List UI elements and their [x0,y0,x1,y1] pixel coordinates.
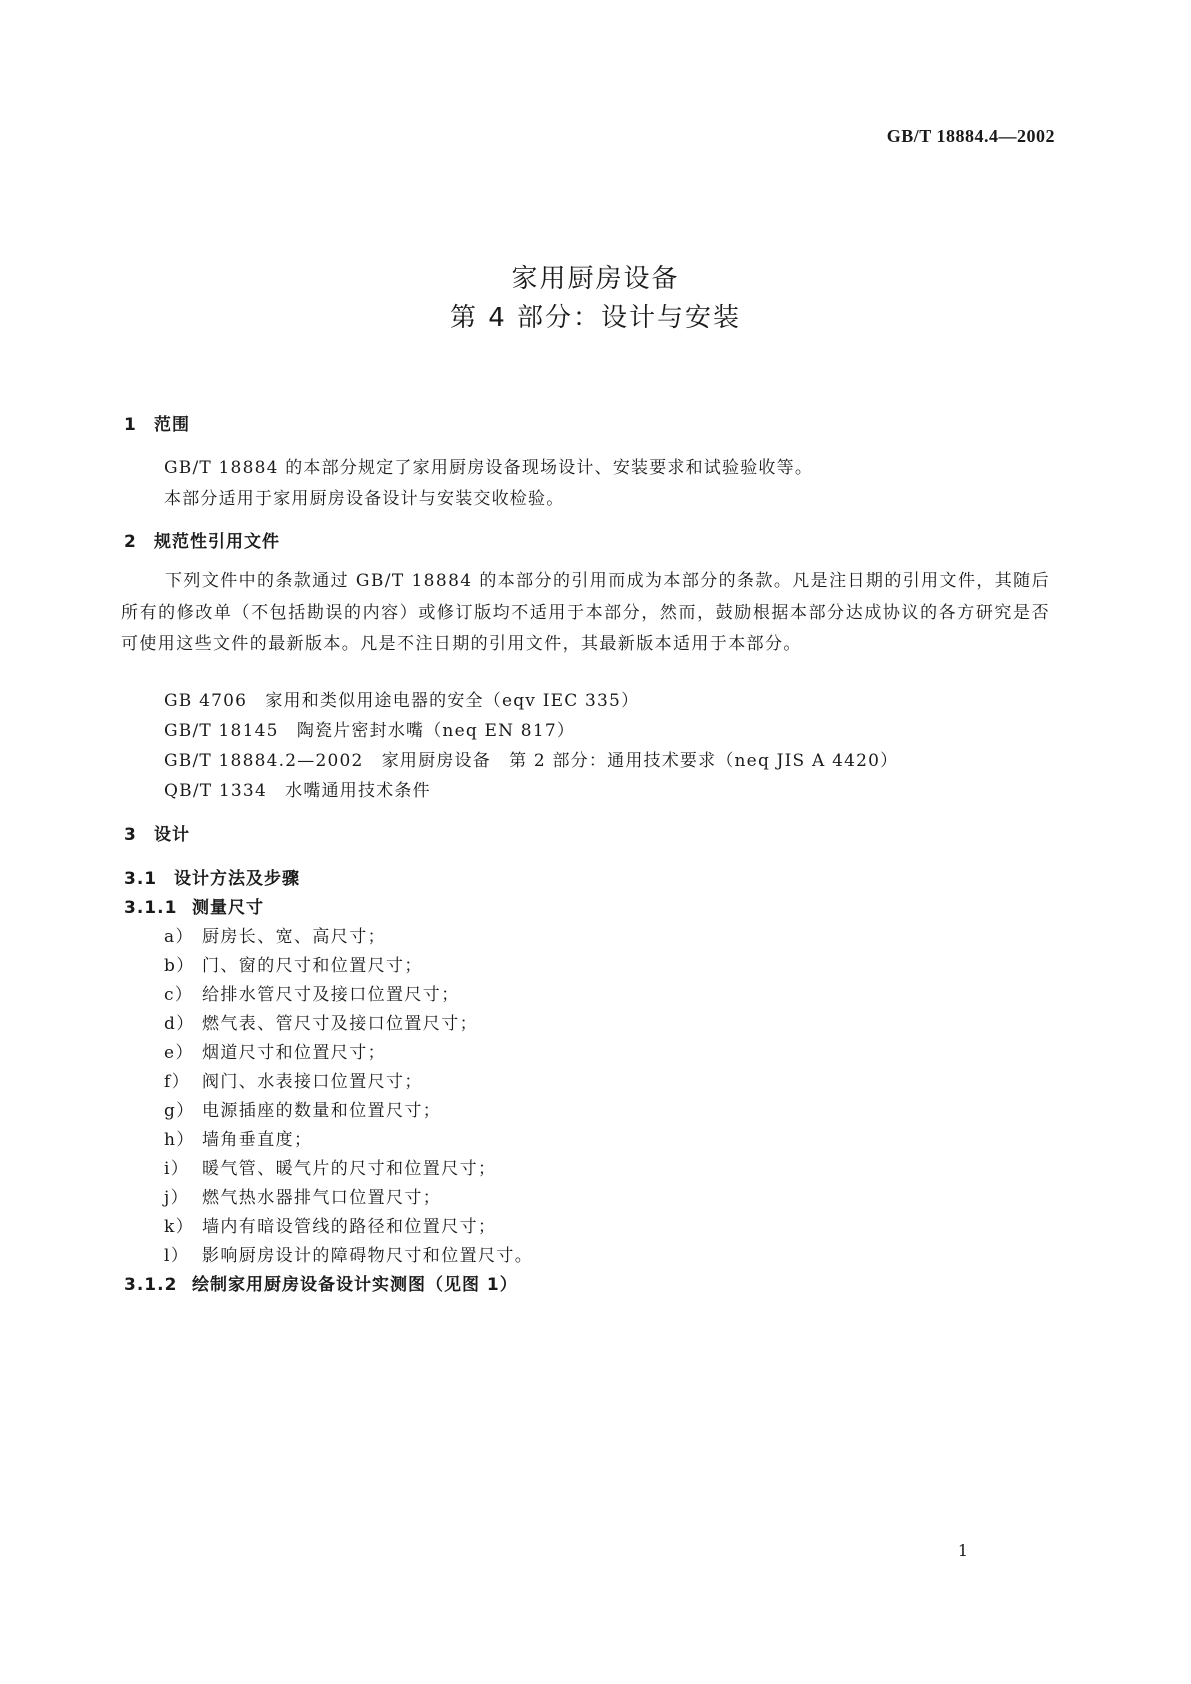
list-text: 墙角垂直度； [202,1130,313,1150]
list-marker: j） [164,1188,190,1208]
section-3-1-2-heading [124,1270,518,1295]
list-text: 厨房长、宽、高尺寸； [202,927,386,947]
section-number: 1 [124,415,137,435]
page-number: 1 [957,1541,968,1560]
list-marker: i） [164,1159,190,1179]
list-marker: l） [164,1246,190,1266]
list-text: 暖气管、暖气片的尺寸和位置尺寸； [202,1159,497,1179]
section-2-heading [124,527,280,552]
list-text: 给排水管尺寸及接口位置尺寸； [202,985,460,1005]
list-marker: k） [164,1217,195,1237]
list-marker: b） [164,956,195,976]
list-item [164,1067,423,1092]
list-item [164,1154,496,1179]
section-3-1-1-heading [124,893,264,918]
list-marker: d） [164,1014,195,1034]
list-text: 烟道尺寸和位置尺寸； [202,1043,386,1063]
list-item [164,1125,312,1150]
list-marker: g） [164,1101,195,1121]
list-item [164,1212,496,1237]
list-item [164,1096,441,1121]
section-number: 2 [124,532,137,552]
document-title: 家用厨房设备 [511,264,680,294]
list-marker: e） [164,1043,194,1063]
section-title: 测量尺寸 [192,898,264,918]
list-item [164,1241,533,1266]
list-text: 燃气热水器排气口位置尺寸； [202,1188,442,1208]
list-marker: a） [164,927,194,947]
reference-item: GB 4706 家用和类似用途电器的安全（eqv IEC 335） [164,691,640,711]
section-number: 3.1.2 [124,1275,178,1295]
list-item [164,1009,478,1034]
section-3-1-heading [124,864,300,889]
list-item [164,980,460,1005]
list-item [164,922,386,947]
section-3-heading [124,820,190,845]
list-item [164,951,423,976]
reference-item: QB/T 1334 水嘴通用技术条件 [164,781,431,801]
list-text: 阀门、水表接口位置尺寸； [202,1072,423,1092]
section-title: 范围 [154,415,190,435]
list-marker: c） [164,985,194,1005]
reference-item: GB/T 18884.2—2002 家用厨房设备 第 2 部分：通用技术要求（neq JIS A 4420） [164,751,899,771]
paragraph: GB/T 18884 的本部分规定了家用厨房设备现场设计、安装要求和试验验收等。 [164,458,814,478]
document-subtitle: 第 4 部分：设计与安装 [449,303,742,333]
reference-item: GB/T 18145 陶瓷片密封水嘴（neq EN 817） [164,721,576,741]
paragraph: 下列文件中的条款通过 GB/T 18884 的本部分的引用而成为本部分的条款。凡是注日期的引用文件，其随后所有的修改单（不包括勘误的内容）或修订版均不适用于本部分，然而，鼓励根据本部分达成协议的各方研究是否可使用这些文件的最新版本。凡是不注日期的引用文件，其最新版本适用于本部分。 [121,571,1050,654]
list-marker: f） [164,1072,191,1092]
list-item [164,1038,386,1063]
list-text: 电源插座的数量和位置尺寸； [202,1101,442,1121]
standard-code: GB/T 18884.4—2002 [886,126,1055,146]
section-1-heading [124,410,190,435]
section-number: 3.1.1 [124,898,178,918]
section-number: 3.1 [124,869,158,889]
section-title: 设计方法及步骤 [174,869,300,889]
paragraph: 本部分适用于家用厨房设备设计与安装交收检验。 [164,489,565,509]
list-text: 墙内有暗设管线的路径和位置尺寸； [202,1217,497,1237]
section-number: 3 [124,825,137,845]
list-text: 燃气表、管尺寸及接口位置尺寸； [202,1014,478,1034]
section-title: 设计 [154,825,190,845]
list-text: 门、窗的尺寸和位置尺寸； [202,956,423,976]
list-item [164,1183,441,1208]
section-title: 规范性引用文件 [154,532,280,552]
section-title: 绘制家用厨房设备设计实测图（见图 1） [192,1275,518,1295]
list-marker: h） [164,1130,195,1150]
list-text: 影响厨房设计的障碍物尺寸和位置尺寸。 [202,1246,534,1266]
